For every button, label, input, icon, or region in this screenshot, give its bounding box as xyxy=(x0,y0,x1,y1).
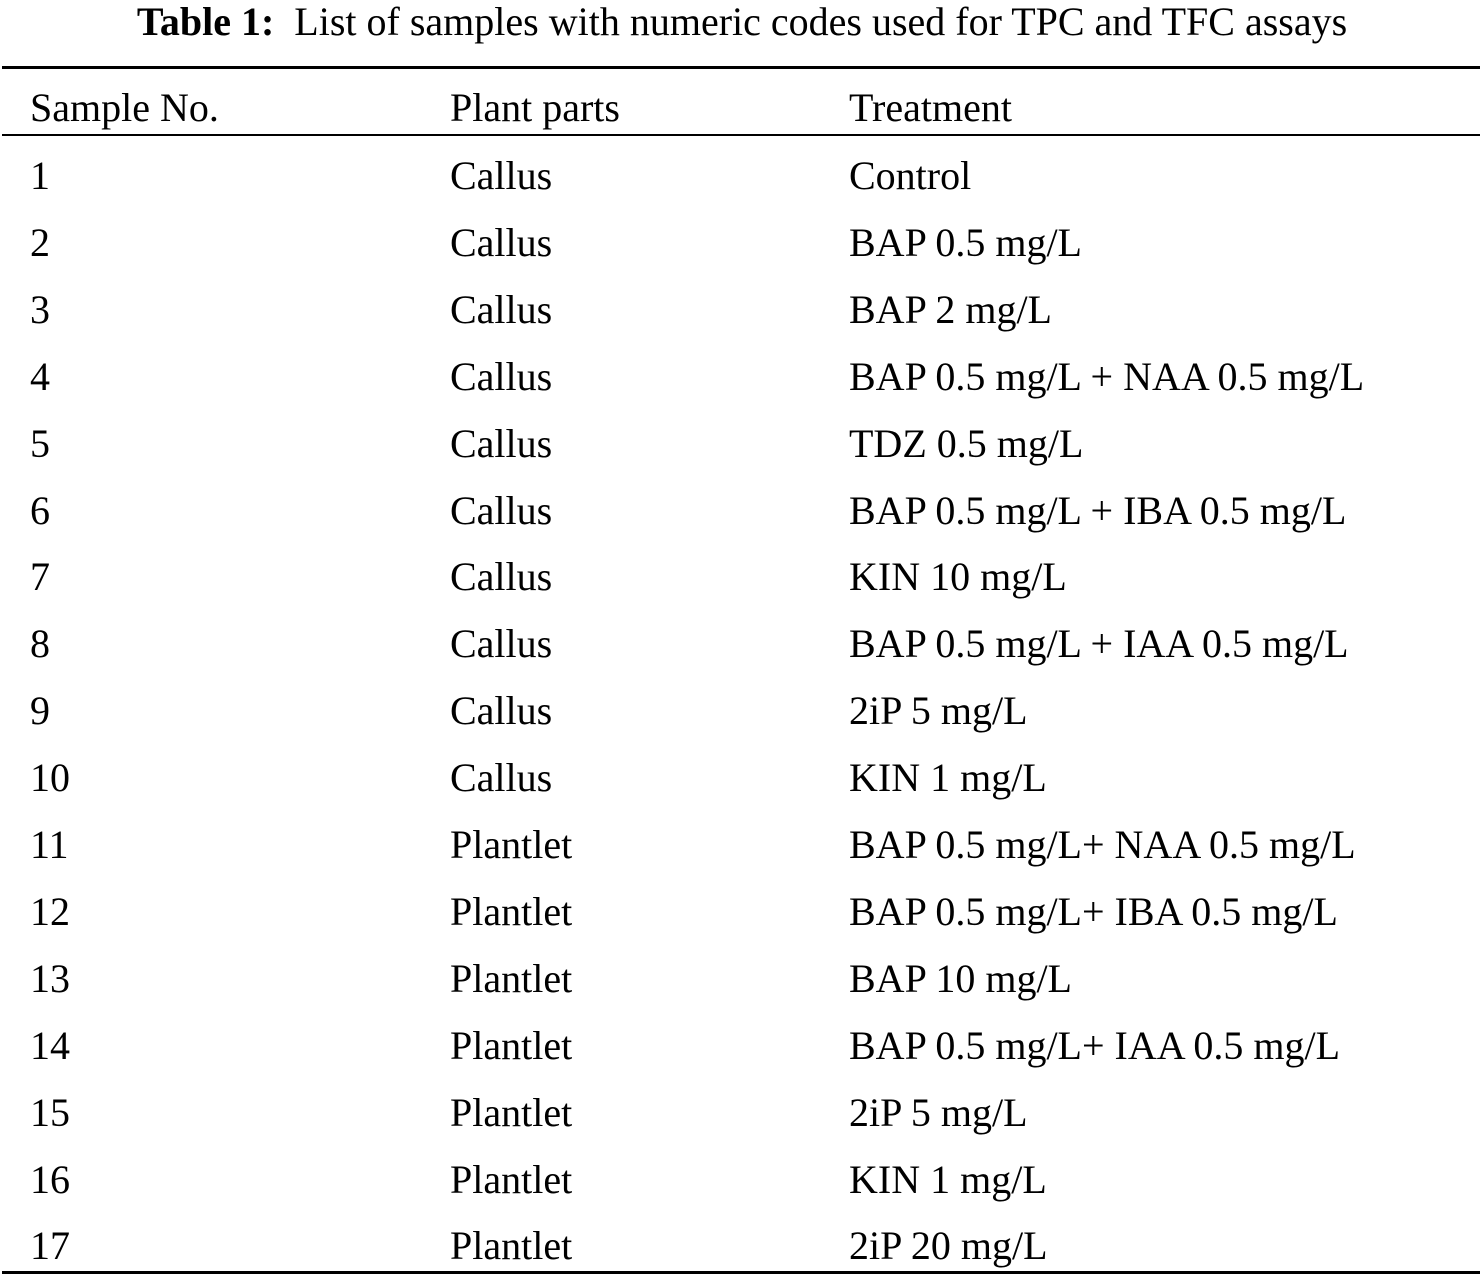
table-row xyxy=(0,1213,1484,1279)
cell-treatment: TDZ 0.5 mg/L xyxy=(849,421,1084,466)
cell-treatment: 2iP 20 mg/L xyxy=(849,1223,1048,1268)
cell-sample-no: 10 xyxy=(30,755,70,800)
table-row xyxy=(0,745,1484,811)
cell-sample-no: 11 xyxy=(30,822,69,867)
cell-sample-no: 13 xyxy=(30,956,70,1001)
cell-treatment: KIN 1 mg/L xyxy=(849,755,1047,800)
table-row xyxy=(0,277,1484,343)
cell-sample-no: 16 xyxy=(30,1157,70,1202)
cell-plant-part: Plantlet xyxy=(450,1223,573,1268)
cell-sample-no: 8 xyxy=(30,621,50,666)
cell-treatment: BAP 0.5 mg/L + IAA 0.5 mg/L xyxy=(849,621,1349,666)
cell-treatment: 2iP 5 mg/L xyxy=(849,1090,1028,1135)
cell-sample-no: 9 xyxy=(30,688,50,733)
table-row xyxy=(0,611,1484,677)
cell-plant-part: Callus xyxy=(450,220,553,265)
cell-treatment: BAP 10 mg/L xyxy=(849,956,1072,1001)
cell-plant-part: Plantlet xyxy=(450,822,573,867)
cell-plant-part: Callus xyxy=(450,688,553,733)
table-row xyxy=(0,1013,1484,1079)
cell-sample-no: 17 xyxy=(30,1223,70,1268)
cell-sample-no: 15 xyxy=(30,1090,70,1135)
header-treatment: Treatment xyxy=(849,85,1012,130)
table-row xyxy=(0,678,1484,744)
cell-sample-no: 4 xyxy=(30,354,50,399)
cell-treatment: BAP 2 mg/L xyxy=(849,287,1052,332)
cell-plant-part: Plantlet xyxy=(450,889,573,934)
table-row xyxy=(0,1147,1484,1213)
table-row xyxy=(0,478,1484,544)
table-row xyxy=(0,210,1484,276)
table-row xyxy=(0,812,1484,878)
table-header-row xyxy=(0,75,1484,141)
cell-plant-part: Callus xyxy=(450,287,553,332)
table-row xyxy=(0,879,1484,945)
cell-plant-part: Plantlet xyxy=(450,1090,573,1135)
cell-plant-part: Callus xyxy=(450,554,553,599)
cell-plant-part: Callus xyxy=(450,354,553,399)
cell-treatment: BAP 0.5 mg/L+ NAA 0.5 mg/L xyxy=(849,822,1356,867)
cell-treatment: 2iP 5 mg/L xyxy=(849,688,1028,733)
cell-sample-no: 2 xyxy=(30,220,50,265)
cell-treatment: Control xyxy=(849,153,972,198)
cell-treatment: KIN 1 mg/L xyxy=(849,1157,1047,1202)
table-row xyxy=(0,544,1484,610)
table-row xyxy=(0,1080,1484,1146)
cell-sample-no: 12 xyxy=(30,889,70,934)
cell-treatment: BAP 0.5 mg/L+ IAA 0.5 mg/L xyxy=(849,1023,1341,1068)
cell-plant-part: Plantlet xyxy=(450,1023,573,1068)
cell-plant-part: Callus xyxy=(450,421,553,466)
cell-treatment: KIN 10 mg/L xyxy=(849,554,1067,599)
cell-sample-no: 14 xyxy=(30,1023,70,1068)
cell-plant-part: Callus xyxy=(450,621,553,666)
cell-treatment: BAP 0.5 mg/L xyxy=(849,220,1082,265)
cell-sample-no: 7 xyxy=(30,554,50,599)
cell-treatment: BAP 0.5 mg/L+ IBA 0.5 mg/L xyxy=(849,889,1338,934)
cell-plant-part: Plantlet xyxy=(450,1157,573,1202)
cell-sample-no: 1 xyxy=(30,153,50,198)
table-row xyxy=(0,411,1484,477)
header-sample-no: Sample No. xyxy=(30,85,219,130)
table-caption-text: List of samples with numeric codes used for TPC and TFC assays xyxy=(294,0,1348,44)
cell-plant-part: Callus xyxy=(450,153,553,198)
table-top-rule xyxy=(2,66,1480,69)
table-caption xyxy=(0,0,1484,48)
table-row xyxy=(0,344,1484,410)
table-row xyxy=(0,143,1484,209)
cell-sample-no: 5 xyxy=(30,421,50,466)
table-row xyxy=(0,946,1484,1012)
table-header-rule xyxy=(2,134,1480,136)
cell-treatment: BAP 0.5 mg/L + IBA 0.5 mg/L xyxy=(849,488,1347,533)
cell-sample-no: 3 xyxy=(30,287,50,332)
header-plant-parts: Plant parts xyxy=(450,85,620,130)
cell-treatment: BAP 0.5 mg/L + NAA 0.5 mg/L xyxy=(849,354,1365,399)
cell-sample-no: 6 xyxy=(30,488,50,533)
cell-plant-part: Callus xyxy=(450,488,553,533)
cell-plant-part: Callus xyxy=(450,755,553,800)
table-caption-label: Table 1: xyxy=(136,0,275,44)
cell-plant-part: Plantlet xyxy=(450,956,573,1001)
table-bottom-rule xyxy=(2,1271,1480,1274)
